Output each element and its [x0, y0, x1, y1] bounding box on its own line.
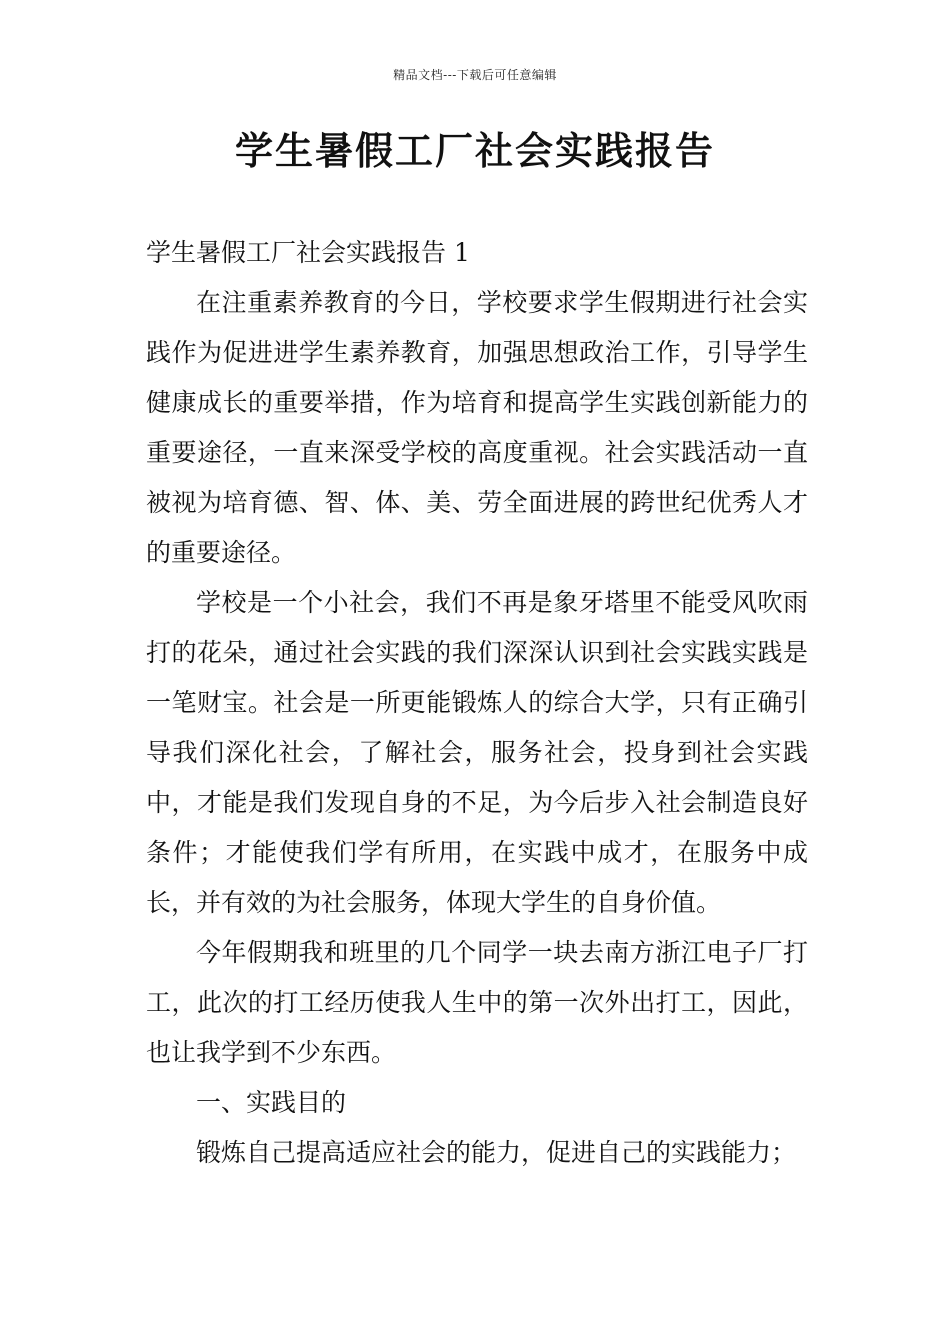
document-body: [146, 228, 808, 1178]
paragraph-4: 锻炼自己提高适应社会的能力，促进自己的实践能力；: [196, 1138, 797, 1167]
header-note: 精品文档---下载后可任意编辑: [393, 68, 557, 82]
paragraph-1: 在注重素养教育的今日，学校要求学生假期进行社会实践作为促进进学生素养教育，加强思想政治工作，引导学生健康成长的重要举措，作为培育和提高学生实践创新能力的重要途径，一直来深受学校的高度重视。社会实践活动一直被视为培育德、智、体、美、劳全面进展的跨世纪优秀人才的重要途径。: [146, 288, 808, 567]
paragraph-3: 今年假期我和班里的几个同学一块去南方浙江电子厂打工，此次的打工经历使我人生中的第一次外出打工，因此，也让我学到不少东西。: [146, 938, 808, 1067]
section-heading: 一、实践目的: [196, 1088, 347, 1117]
paragraph-2: 学校是一个小社会，我们不再是象牙塔里不能受风吹雨打的花朵，通过社会实践的我们深深认识到社会实践实践是一笔财宝。社会是一所更能锻炼人的综合大学，只有正确引导我们深化社会，了解社会，服务社会，投身到社会实践中，才能是我们发现自身的不足，为今后步入社会制造良好条件；才能使我们学有所用，在实践中成才，在服务中成长，并有效的为社会服务，体现大学生的自身价值。: [146, 588, 808, 917]
document-title: 学生暑假工厂社会实践报告: [234, 128, 715, 173]
report-subtitle: 学生暑假工厂社会实践报告 1: [146, 238, 470, 267]
